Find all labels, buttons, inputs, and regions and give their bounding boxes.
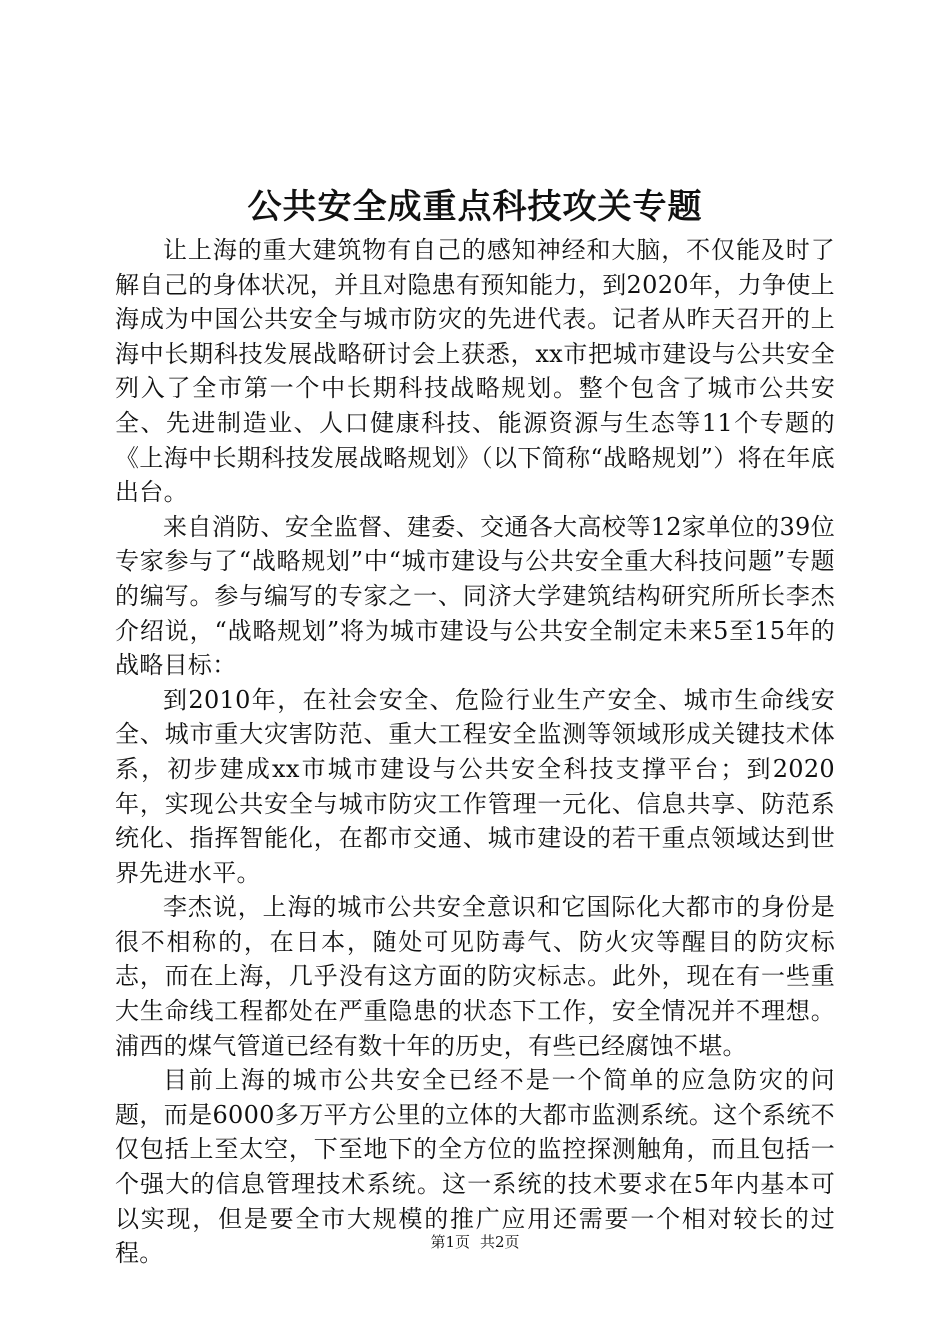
paragraph: 来自消防、安全监督、建委、交通各大高校等12家单位的39位专家参与了“战略规划”中“城市建设与公共安全重大科技问题”专题的编写。参与编写的专家之一、同济大学建筑结构研究所所长李杰介绍说，“战略规划”将为城市建设与公共安全制定未来5至15年的战略目标： <box>115 512 835 680</box>
paragraph: 李杰说，上海的城市公共安全意识和它国际化大都市的身份是很不相称的，在日本，随处可见防毒气、防火灾等醒目的防灾标志，而在上海，几乎没有这方面的防灾标志。此外，现在有一些重大生命线工程都处在严重隐患的状态下工作，安全情况并不理想。浦西的煤气管道已经有数十年的历史，有些已经腐蚀不堪。 <box>115 893 835 1060</box>
page-footer <box>0 1232 950 1252</box>
document-body <box>115 233 835 1271</box>
paragraph: 到2010年，在社会安全、危险行业生产安全、城市生命线安全、城市重大灾害防范、重大工程安全监测等领域形成关键技术体系，初步建成xx市城市建设与公共安全科技支撑平台；到2020年，实现公共安全与城市防灾工作管理一元化、信息共享、防范系统化、指挥智能化，在都市交通、城市建设的若干重点领域达到世界先进水平。 <box>115 685 835 887</box>
paragraph: 让上海的重大建筑物有自己的感知神经和大脑，不仅能及时了解自己的身体状况，并且对隐患有预知能力，到2020年，力争使上海成为中国公共安全与城市防灾的先进代表。记者从昨天召开的上海中长期科技发展战略研讨会上获悉，xx市把城市建设与公共安全列入了全市第一个中长期科技战略规划。整个包含了城市公共安全、先进制造业、人口健康科技、能源资源与生态等11个专题的《上海中长期科技发展战略规划》（以下简称“战略规划”）将在年底出台。 <box>115 236 835 507</box>
page-total: 共2页 <box>480 1233 520 1251</box>
document-title: 公共安全成重点科技攻关专题 <box>247 187 703 227</box>
page-number: 第1页 <box>430 1233 470 1251</box>
paragraph: 目前上海的城市公共安全已经不是一个简单的应急防灾的问题，而是6000多万平方公里的立体的大都市监测系统。这个系统不仅包括上至太空，下至地下的全方位的监控探测触角，而且包括一个强大的信息管理技术系统。这一系统的技术要求在5年内基本可以实现，但是要全市大规模的推广应用还需要一个相对较长的过程。 <box>115 1066 835 1268</box>
